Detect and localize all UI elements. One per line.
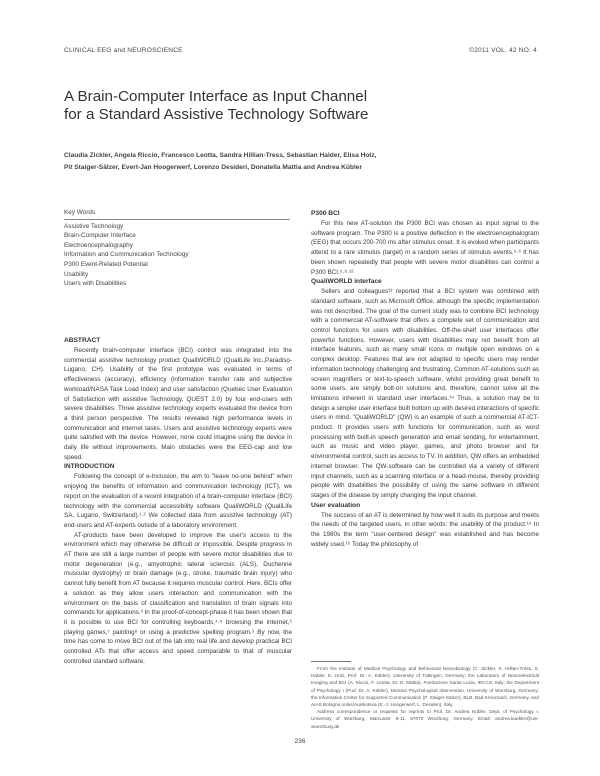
article-title [64,88,534,124]
keyword-item: Usability [64,270,89,278]
author-line-2: Pit Staiger-Sälzer, Evert-Jan Hoogerwerf, Lorenzo Desideri, Donatella Mattia and Andrea Kübler [64,163,363,171]
keywords-heading: Key Words [64,209,96,216]
footnote [311,665,539,730]
footnote-affiliations: From the Institute of Medical Psychology and Behavioral Neurobiology (C. Zickler, S. Hillian-Tress, S. Halder, E. Holz, Prof. Dr. A. Kübler), University of Tübingen, Germany; the Laboratory of Neuroelectrical Imaging and BCI (A. Riccio, F. Leotta, Dr. D. Mattia), Fondazione Santa Lucia, IRCCS, Italy; the Department of Psychology I (Prof. Dr. A. Kübler), Division Psychological Intervention, University of Würzburg, Germany; the Information Center for Supported Communication (P. Staiger-Sälzer), BLB, Bad Kreuznach, Germany, and AIAS Bologna onlus/Ausilioteca (E.-J. Hoogerwerf, L. Desideri), Italy. [311,666,539,708]
author-line-1: Claudia Zickler, Angela Riccio, Francesco Leotta, Sandra Hillian-Tress, Sebastian Halder, Elisa Holz, [64,152,377,159]
abstract-text: Recently brain-computer interface (BCI) control was integrated into the commercial assistive technology product QualiWORLD (QualiLife Inc.,Paradiso-Lugano, CH). Usability of the first prototype was evaluated in terms of effectiveness (accuracy), efficiency (information transfer rate and subjective workload/NASA Task Load Index) and user satisfaction (Quebec User Evaluation of Satisfaction with assistive Technology, QUEST 2.0) by four end-users with severe disabilities. Three assistive technology experts evaluated the device from a third person perspective. The results revealed high performance levels in communication and internet tasks. Users and assistive technology experts were quite satisfied with the device. However, none could imagine using the device in daily life without improvements. Main obstacles were the EEG-cap and low speed. [64,347,292,461]
abstract-heading: ABSTRACT [64,337,101,344]
p300-bci-heading: P300 BCI [311,210,340,217]
introduction-paragraph-2: AT-products have been developed to improve the user's access to the environment which may otherwise be difficult or impossible. Despite progress in AT there are still a large number of people with severe motor disabilities due to motor degeneration (e.g., amyotrophic lateral sclerosis (ALS), Duchenne muscular dystrophy) or brain damage (e.g., stroke, traumatic brain injury) who cannot fully benefit from AT because it requires muscular control. Here, BCIs offer a solution as they allow users interaction and communication with the environment on the basis of classification and translation of brain signals into commands for applications.³ In the proof-of-concept-phase it has been shown that it is possible to use BCI for controlling keyboards,⁴·⁵ browsing the internet,⁶ playing games,⁷ painting⁸ or using a predictive spelling program.⁹ By now, the time has come to move BCI out of the lab into real life and develop practical BCI controlled ATs that offer access and speed comparable to that of muscular controlled standard software. [64,531,292,665]
footnote-divider [311,661,351,662]
user-evaluation-text: The success of an AT is determined by how well it suits its purpose and meets the needs of the targeted users, in other words: the usability of the product.¹⁵ In the 1980s the term "user-centered design" was established and has become widely used.¹⁶ Today the philosophy of [311,511,539,548]
article-title-line-1: A Brain-Computer Interface as Input Channel [64,88,368,105]
running-header-journal: CLINICAL EEG and NEUROSCIENCE [64,47,183,54]
qualiworld-heading: QualiWORLD interface [311,278,382,286]
running-header-volume: ©2011 VOL. 42 NO. 4 [469,47,537,54]
keyword-item: Brain-Computer Interface [64,232,136,240]
keywords-divider [64,219,290,220]
keyword-item: Electroencephalography [64,241,133,249]
right-column [311,209,539,550]
author-list [64,150,544,173]
user-evaluation-heading: User evaluation [311,501,361,509]
introduction-paragraph-1: Following the concept of e-Inclusion, the aim to "leave no-one behind" when enjoying the benefits of information and communication technology (ICT), we report on the evaluation of a recent integration of a brain-computer interface (BCI) technology with the commercial accessibility software QualiWORLD (QualiLife SA, Lugano, Switzerland).¹·² We collected data from assistive technology (AT) end-users and AT-experts outside of a laboratory environment. [64,473,292,529]
introduction-heading: INTRODUCTION [64,463,115,471]
footnote-address: Address correspondence or requests for reprints to Prof. Dr. Andrea Kübler, Dept. of Psychology I, University of Würzburg, Marcusstr. 9-11, 97070 Würzburg, Germany. Email: andrea.kuebler@uni-wuerzburg.de [311,709,539,729]
keyword-item: P300 Event-Related Potential [64,260,148,268]
keyword-item: Assistive Technology [64,222,124,230]
page-number: 236 [294,738,306,745]
qualiworld-text: Sellers and colleagues¹³ reported that a BCI system was combined with standard software, such as Microsoft Office, although the specific implementation was not described. The goal of the current study was to combine BCI technology with a commercial AT-software that offers a complete set of communication and control functions for users with disabilities. Off-the-shelf user interfaces offer powerful functions. However, users with disabilities may not benefit from all interface features, such as many small icons or multiple open windows on a complex desktop. Features that are not adapted to specific users may render information technology challenging and frustrating. Common AT-solutions such as screen magnifiers or text-to-speech software, whilst providing great benefit to some users, are simply bolt-on solutions and, therefore, cannot solve all the limitations inherent in standard user interfaces.¹⁴ Thus, a solution may be to design a simpler user interface built bottom up with desired interactions of specific users in mind. "QualiWORLD" (QW) is an example of such a commercial AT-ICT-product. It provides users with functions for communication, such as word processing with built-in speech generation and email sending, for entertainment, such as music and video player, games, and photo browser and for environmental control, such as access to TV. In addition, QW offers an embedded internet browser. The QW-software can be controlled via a variety of different input channels, such as a scanning interface or a head-mouse, thereby providing people with disabilities the possibility of using the same software in different stages of the disease by simply changing the input channel. [311,288,539,499]
p300-bci-text: For this new AT-solution the P300 BCI was chosen as input signal to the software program. The P300 is a positive deflection in the electroencephalogram (EEG) that occurs 200-700 ms after stimulus onset. It is evoked when participants attend to a rare stimulus (target) in a random series of stimulus events.⁵·⁶ It has been shown repeatedly that people with severe motor disabilities can control a P300 BCI.⁵·⁸·¹² [311,220,539,276]
left-column [64,336,292,667]
article-title-line-2: for a Standard Assistive Technology Software [64,106,369,123]
keywords-block [64,208,290,289]
keyword-item: Users with Disabilities [64,280,127,288]
keyword-item: Information and Communication Technology [64,251,189,259]
